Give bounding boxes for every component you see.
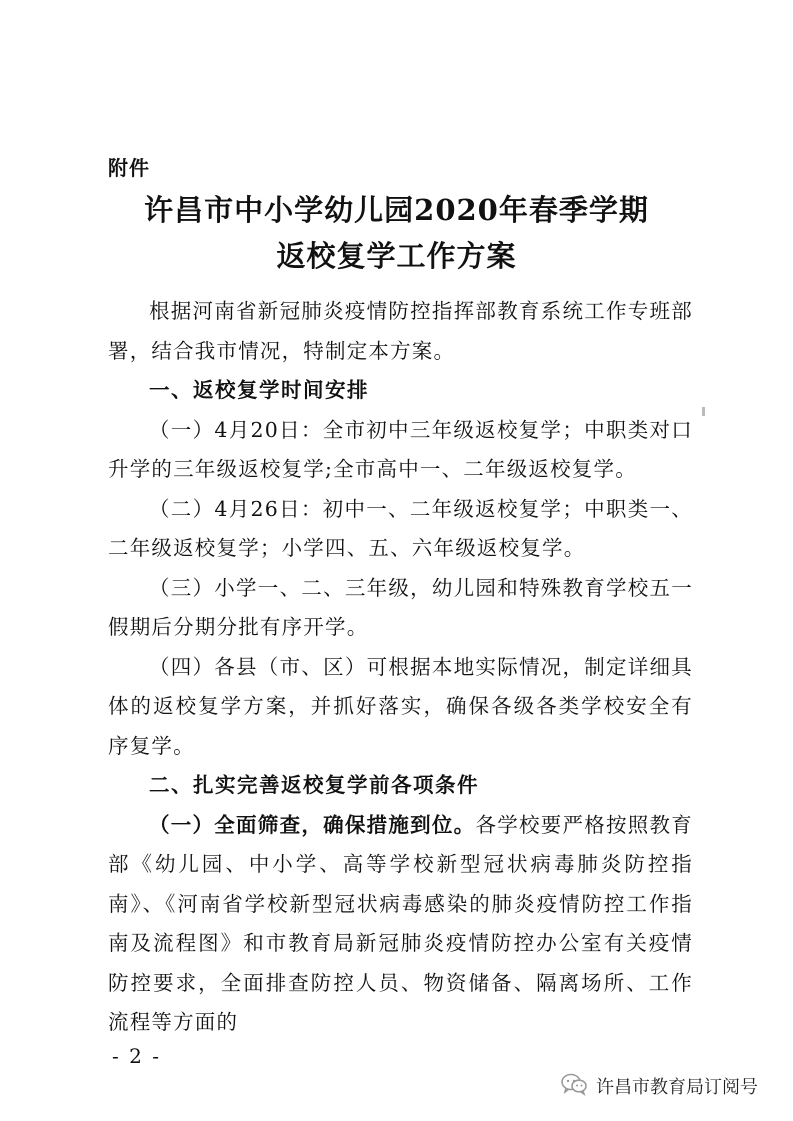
intro-paragraph: 根据河南省新冠肺炎疫情防控指挥部教育系统工作专班部署，结合我市情况，特制定本方案。 <box>108 299 693 363</box>
section-2-item-1-body: 各学校要严格按照教育部《幼儿园、中小学、高等学校新型冠状病毒肺炎防控指南》、《河南省学校新型冠状病毒感染的肺炎疫情防控工作指南及流程图》和市教育局新冠肺炎疫情防控办公室有关疫情防控要求，全面排查防控人员、物资储备、隔离场所、工作流程等方面的 <box>108 812 693 1034</box>
section-1-item-3: （三）小学一、二、三年级，幼儿园和特殊教育学校五一假期后分期分批有序开学。 <box>108 575 693 639</box>
scan-speck <box>702 407 705 416</box>
section-2-heading: 二、扎实完善返校复学前各项条件 <box>149 773 479 797</box>
document-title-line-2: 返校复学工作方案 <box>276 239 517 273</box>
section-1-item-4: （四）各县（市、区）可根据本地实际情况，制定详细具体的返校复学方案，并抓好落实，确保各级各类学校安全有序复学。 <box>108 654 693 758</box>
section-2-item-1-lead: （一）全面筛查，确保措施到位。 <box>149 812 476 837</box>
attachment-label: 附件 <box>108 156 150 180</box>
section-1-item-2: （二）4月26日：初中一、二年级返校复学；中职类一、二年级返校复学；小学四、五、六年级返校复学。 <box>108 496 693 560</box>
section-2-item-1 <box>108 806 693 1043</box>
section-1-heading: 一、返校复学时间安排 <box>149 378 369 402</box>
wechat-icon <box>560 1072 588 1101</box>
document-body <box>108 292 693 1043</box>
wechat-account-watermark <box>560 1072 758 1100</box>
page-number: - 2 - <box>112 1044 161 1068</box>
account-name: 许昌市教育局订阅号 <box>596 1077 758 1098</box>
section-1-item-1: （一）4月20日：全市初中三年级返校复学；中职类对口升学的三年级返校复学;全市高中一、二年级返校复学。 <box>108 417 693 481</box>
document-title-line-1: 许昌市中小学幼儿园2020年春季学期 <box>144 193 649 227</box>
